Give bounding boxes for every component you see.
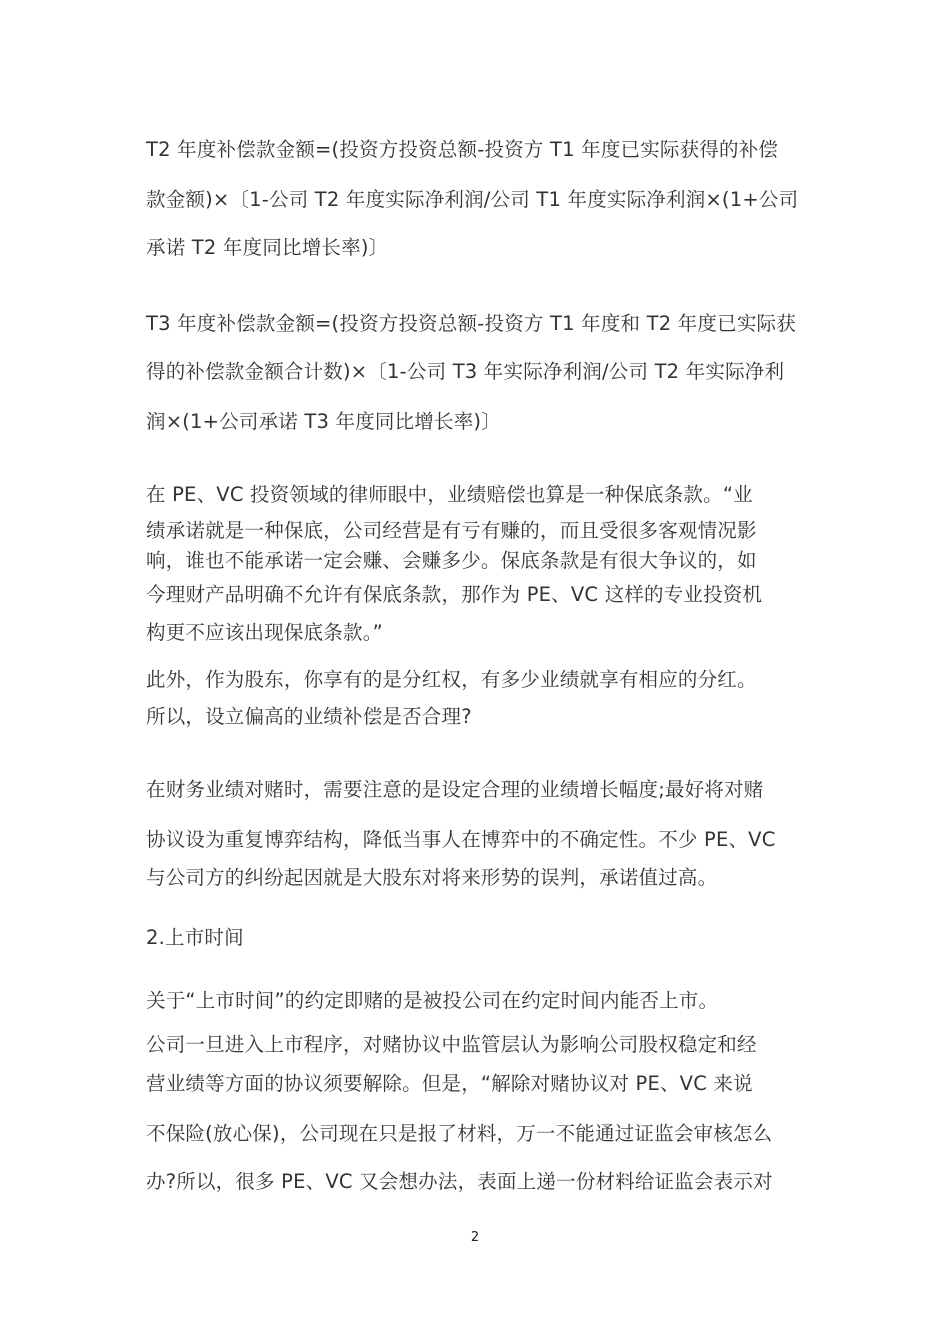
- text-line: T2 年度补偿款金额=(投资方投资总额-投资方 T1 年度已实际获得的补偿: [146, 138, 779, 161]
- text-line: 在财务业绩对赌时，需要注意的是设定合理的业绩增长幅度;最好将对赌: [146, 778, 764, 801]
- text-line: 构更不应该出现保底条款。”: [146, 621, 383, 644]
- text-line: 润×(1+公司承诺 T3 年度同比增长率)〕: [146, 410, 501, 433]
- text-line: 办?所以，很多 PE、VC 又会想办法，表面上递一份材料给证监会表示对: [146, 1170, 773, 1193]
- text-line: 款金额)×〔1-公司 T2 年度实际净利润/公司 T1 年度实际净利润×(1+公司: [146, 188, 799, 211]
- text-line: 所以，设立偏高的业绩补偿是否合理?: [146, 705, 472, 728]
- text-line: 在 PE、VC 投资领域的律师眼中，业绩赔偿也算是一种保底条款。“业: [146, 483, 753, 506]
- page-number: 2: [470, 1230, 480, 1245]
- text-line: 关于“上市时间”的约定即赌的是被投公司在约定时间内能否上市。: [146, 989, 719, 1012]
- section-heading: 2.上市时间: [146, 926, 244, 949]
- text-line: 协议设为重复博弈结构，降低当事人在博弈中的不确定性。不少 PE、VC: [146, 828, 776, 851]
- text-line: 营业绩等方面的协议须要解除。但是，“解除对赌协议对 PE、VC 来说: [146, 1072, 753, 1095]
- text-line: 此外，作为股东，你享有的是分红权，有多少业绩就享有相应的分红。: [146, 668, 757, 691]
- text-line: 响，谁也不能承诺一定会赚、会赚多少。保底条款是有很大争议的，如: [146, 549, 757, 572]
- text-line: 得的补偿款金额合计数)×〔1-公司 T3 年实际净利润/公司 T2 年实际净利: [146, 360, 785, 383]
- text-line: T3 年度补偿款金额=(投资方投资总额-投资方 T1 年度和 T2 年度已实际获: [146, 312, 796, 335]
- text-line: 今理财产品明确不允许有保底条款，那作为 PE、VC 这样的专业投资机: [146, 583, 763, 606]
- text-line: 绩承诺就是一种保底，公司经营是有亏有赚的，而且受很多客观情况影: [146, 519, 757, 542]
- text-line: 不保险(放心保)，公司现在只是报了材料，万一不能通过证监会审核怎么: [146, 1122, 773, 1145]
- text-line: 与公司方的纠纷起因就是大股东对将来形势的误判，承诺值过高。: [146, 866, 718, 889]
- text-line: 公司一旦进入上市程序，对赌协议中监管层认为影响公司股权稳定和经: [146, 1033, 757, 1056]
- text-line: 承诺 T2 年度同比增长率)〕: [146, 236, 389, 259]
